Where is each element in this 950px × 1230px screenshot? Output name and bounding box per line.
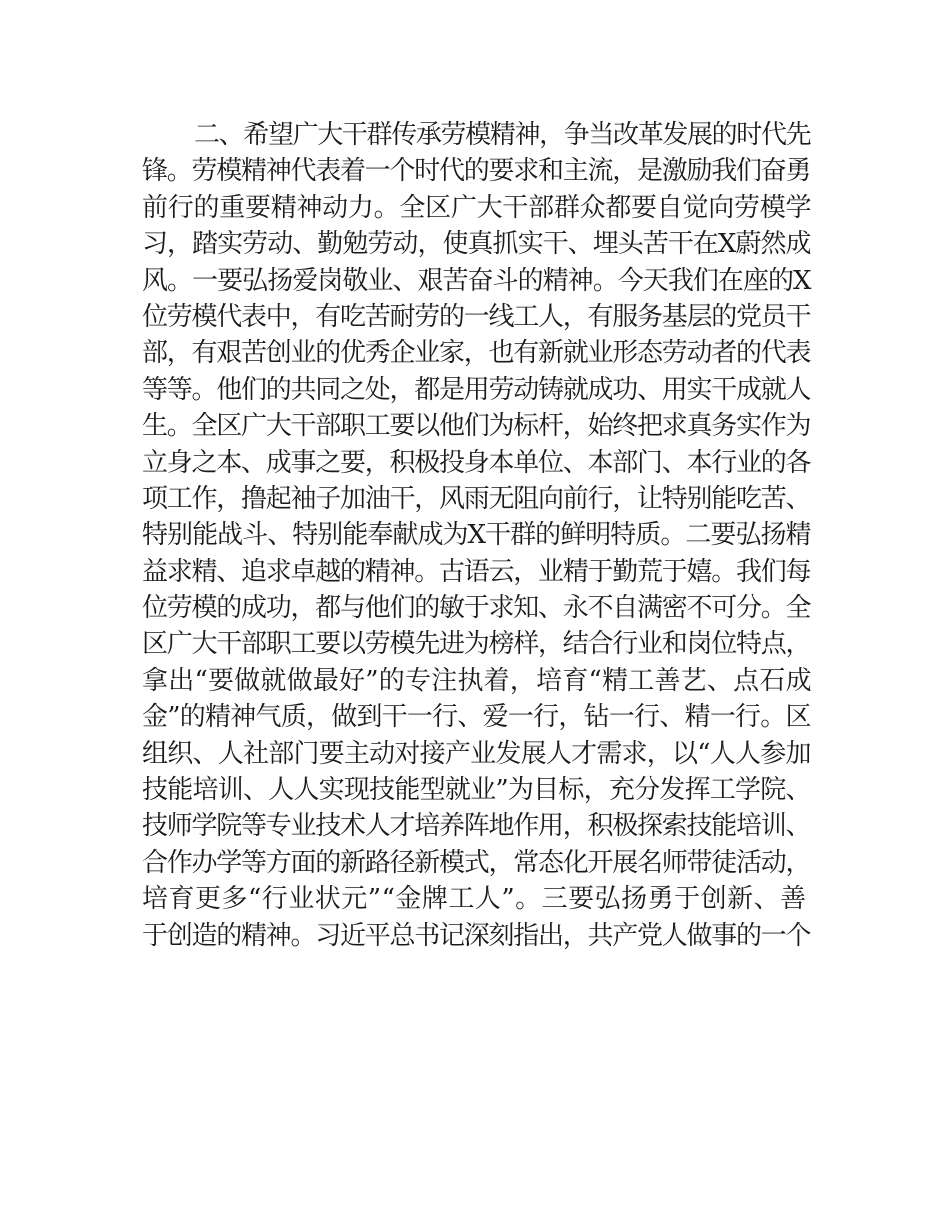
text-line: 位劳模代表中，有吃苦耐劳的一线工人，有服务基层的党员干 [142,301,811,332]
text-line: 二、希望广大干群传承劳模精神，争当改革发展的时代先 [194,120,811,150]
text-line: 于创造的精神。习近平总书记深刻指出，共产党人做事的一个 [142,920,811,951]
text-line: 前行的重要精神动力。全区广大干部群众都要自觉向劳模学 [142,192,812,223]
text-line: 等等。他们的共同之处，都是用劳动铸就成功、用实干成就人 [142,374,811,405]
text-line: 区广大干部职工要以劳模先进为榜样，结合行业和岗位特点， [142,629,811,660]
text-line: 培育更多“行业状元”“金牌工人”。三要弘扬勇于创新、善 [142,884,807,915]
text-line: 习，踏实劳动、勤勉劳动，使真抓实干、埋头苦干在X蔚然成 [142,229,811,260]
text-line: 技师学院等专业技术人才培养阵地作用，积极探索技能培训、 [142,811,811,842]
paragraph-body [142,117,812,954]
text-line: 生。全区广大干部职工要以他们为标杆，始终把求真务实作为 [142,411,811,442]
text-line: 特别能战斗、特别能奉献成为X干群的鲜明特质。二要弘扬精 [142,520,811,551]
text-line: 合作办学等方面的新路径新模式，常态化开展名师带徒活动， [142,847,811,878]
text-line: 位劳模的成功，都与他们的敏于求知、永不自满密不可分。全 [142,593,811,624]
text-line: 锋。劳模精神代表着一个时代的要求和主流，是激励我们奋勇 [142,156,811,187]
text-line: 项工作，撸起袖子加油干，风雨无阻向前行，让特别能吃苦、 [142,483,811,514]
text-line: 部，有艰苦创业的优秀企业家，也有新就业形态劳动者的代表 [142,338,811,369]
text-line: 立身之本、成事之要，积极投身本单位、本部门、本行业的各 [142,447,811,478]
text-line: 拿出“要做就做最好”的专注执着，培育“精工善艺、点石成 [142,665,812,696]
text-line: 益求精、追求卓越的精神。古语云，业精于勤荒于嬉。我们每 [142,556,811,587]
text-line: 金”的精神气质，做到干一行、爱一行，钻一行、精一行。区 [142,702,811,733]
text-line: 风。一要弘扬爱岗敬业、艰苦奋斗的精神。今天我们在座的X [142,265,811,296]
text-line: 组织、人社部门要主动对接产业发展人才需求，以“人人参加 [142,738,811,769]
text-line: 技能培训、人人实现技能型就业”为目标，充分发挥工学院、 [142,775,811,806]
